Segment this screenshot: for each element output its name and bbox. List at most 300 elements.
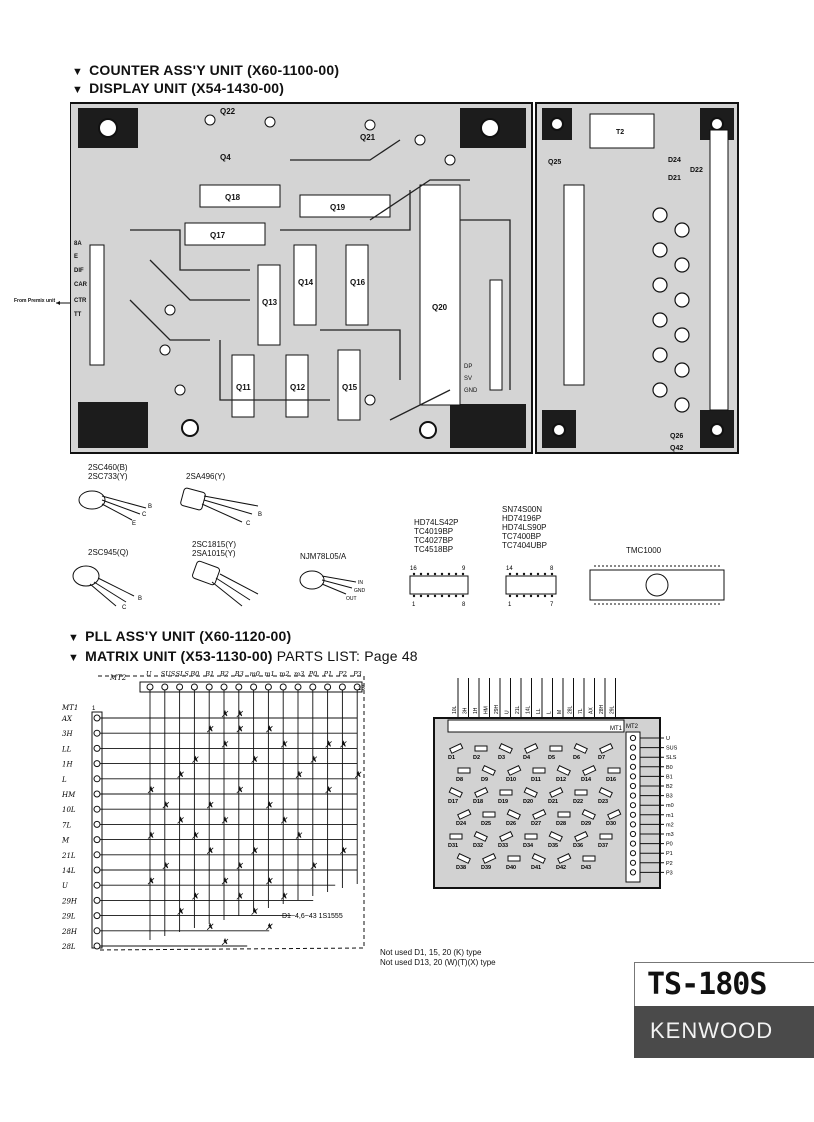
mt1-pin	[94, 821, 100, 827]
pll-top-label: LL	[536, 708, 542, 714]
mt1-pin	[94, 761, 100, 767]
mt2-pin	[221, 684, 227, 690]
label-q42: Q42	[670, 445, 684, 452]
matrix-diode	[340, 848, 346, 854]
pll-top-label: 7L	[578, 708, 584, 714]
pll-diode-label: D35	[548, 843, 559, 849]
matrix-diode	[266, 924, 272, 930]
regulator-outline	[296, 566, 376, 602]
pin-c: C	[122, 605, 127, 610]
pll-board-diagram	[420, 676, 690, 892]
mt2-pin	[325, 684, 331, 690]
matrix-diode	[207, 924, 213, 930]
mt1-pin	[94, 852, 100, 858]
counter-board-corner	[78, 402, 148, 448]
pll-diode-label: D39	[481, 865, 492, 871]
model-name: TS-180S	[647, 967, 767, 1002]
mt2-pin	[280, 684, 286, 690]
pll-diode-label: D42	[556, 865, 567, 871]
matrix-row-label: 1H	[62, 760, 73, 769]
pll-right-label: P1	[666, 851, 673, 858]
matrix-diode	[148, 833, 154, 839]
matrix-diode	[222, 741, 228, 747]
matrix-board-outline	[98, 676, 364, 950]
triangle-marker-icon: ▼	[68, 632, 80, 644]
pll-diode-body	[558, 812, 570, 817]
ic20-pin-dp: DP	[464, 364, 473, 370]
transistor-1-outline	[74, 486, 164, 526]
pll-right-label: SLS	[666, 755, 677, 762]
pll-diode-label: D11	[531, 777, 541, 783]
label-d22: D22	[690, 167, 703, 174]
pll-top-label: 1H	[473, 707, 479, 714]
matrix-diode	[296, 772, 302, 778]
pll-right-label: P2	[666, 860, 673, 867]
pll-right-label: m2	[666, 822, 674, 829]
mounting-hole	[420, 422, 436, 438]
label-q14: Q14	[298, 278, 314, 287]
mt1-pin	[94, 867, 100, 873]
matrix-col-label: P0	[308, 670, 318, 678]
pll-diode-label: D19	[498, 799, 509, 805]
pll-diode-label: D21	[548, 799, 559, 805]
mt1-pin	[94, 837, 100, 843]
matrix-diode	[222, 939, 228, 945]
ic16-pin16: 16	[410, 566, 417, 572]
pll-diode-body	[575, 790, 587, 795]
mt2-pin	[147, 684, 153, 690]
mt2-pad	[630, 745, 635, 750]
pll-diode-body	[608, 768, 620, 773]
mounting-hole	[182, 420, 198, 436]
pin-e: E	[74, 254, 79, 260]
matrix-diode	[178, 909, 184, 915]
matrix-diode	[207, 848, 213, 854]
transistor-3-outline	[68, 560, 158, 610]
mt2-pad	[630, 870, 635, 875]
pll-top-label: U	[504, 710, 511, 714]
matrix-diode	[281, 741, 287, 747]
matrix-mt2-label: MT2	[110, 674, 127, 682]
pll-diode-label: D14	[581, 777, 592, 783]
transistor-3-label: 2SC945(Q)	[88, 548, 129, 557]
ic16-pin8: 8	[462, 602, 466, 608]
mt2-pin	[177, 684, 183, 690]
pll-diode-label: D4	[523, 755, 531, 761]
label-q20: Q20	[432, 303, 448, 312]
counter-display-pcb-diagram	[70, 100, 740, 456]
matrix-diode	[326, 741, 332, 747]
pll-top-label: 14L	[525, 705, 532, 714]
matrix-diode-note: D1~4,6~43 1S1555	[282, 913, 343, 920]
regulator-label: NJM78L05/A	[300, 552, 347, 561]
mt1-header	[448, 720, 624, 732]
ic14-pin7: 7	[550, 602, 554, 608]
pll-top-label: HM	[483, 706, 490, 714]
matrix-col-label: B3	[234, 670, 244, 678]
pin-b: B	[258, 512, 263, 518]
transistor-2-outline	[176, 486, 268, 526]
pll-diode-body	[525, 834, 537, 839]
mt1-pin	[94, 791, 100, 797]
mounting-hole	[553, 424, 565, 436]
note-1: Not used D1, 15, 20 (K) type	[380, 948, 482, 957]
label-q22: Q22	[220, 107, 236, 116]
mt2-pad	[630, 822, 635, 827]
matrix-diode	[207, 726, 213, 732]
mt2-pin	[191, 684, 197, 690]
parts-list-ref: PARTS LIST: Page 48	[276, 648, 418, 664]
pll-top-label: 29H	[494, 704, 500, 714]
pll-top-label: L	[546, 711, 553, 714]
label-q4: Q4	[220, 153, 231, 162]
matrix-diode	[163, 802, 169, 808]
tmc1000-label: TMC1000	[626, 546, 662, 555]
pll-diode-label: D22	[573, 799, 584, 805]
pll-heading: ▼ PLL ASS'Y UNIT (X60-1120-00)	[68, 628, 292, 644]
ic14-pin14: 14	[506, 566, 513, 572]
matrix-row-label: U	[62, 882, 68, 891]
ic16-pin1: 1	[412, 602, 416, 608]
triangle-marker-icon: ▼	[72, 66, 84, 78]
label-t2: T2	[616, 129, 625, 136]
mt2-pad	[630, 803, 635, 808]
pin-e: E	[132, 521, 137, 526]
pll-diode-body	[458, 768, 470, 773]
mt1-pin	[94, 928, 100, 934]
label-q12: Q12	[290, 383, 306, 392]
pll-diode-label: D33	[498, 843, 509, 849]
mounting-hole	[99, 119, 117, 137]
pll-diode-label: D1	[448, 755, 456, 761]
pll-diode-label: D3	[498, 755, 506, 761]
mt1-pin	[94, 897, 100, 903]
from-premix-arrow-icon	[56, 300, 72, 306]
from-premix-label: From Premix unit	[14, 298, 56, 304]
mt2-pad	[630, 841, 635, 846]
pin-car: CAR	[74, 282, 87, 288]
pll-diode-label: D24	[456, 821, 467, 827]
matrix-diode	[192, 757, 198, 763]
transistor-4-outline	[188, 560, 268, 610]
ic-q20	[420, 185, 460, 405]
ic20-pin-gnd: GND	[464, 388, 478, 394]
pll-diode-label: D32	[473, 843, 484, 849]
matrix-diode	[163, 863, 169, 869]
pll-right-label: P0	[666, 841, 673, 848]
transistor-1-label: 2SC460(B) 2SC733(Y)	[88, 463, 128, 481]
matrix-diode	[252, 848, 258, 854]
ic14-outline	[500, 562, 564, 610]
mounting-hole	[711, 424, 723, 436]
matrix-diode	[148, 787, 154, 793]
label-q25: Q25	[548, 159, 562, 166]
label-d24: D24	[668, 157, 681, 164]
pll-diode-label: D38	[456, 865, 467, 871]
reg-pin-gnd: GND	[354, 588, 366, 594]
matrix-diode	[311, 863, 317, 869]
matrix-diode	[355, 772, 361, 778]
matrix-row-label: 10L	[62, 806, 76, 815]
matrix-row-label: HM	[62, 791, 76, 799]
display-edge-connector	[710, 130, 728, 410]
pll-diode-label: D27	[531, 821, 542, 827]
mt1-pin	[94, 806, 100, 812]
pll-diode-label: D17	[448, 799, 459, 805]
pll-right-label: P3	[666, 870, 673, 877]
ic20-pin-sv: SV	[464, 376, 473, 382]
pll-diode-body	[483, 812, 495, 817]
pll-right-label: m3	[666, 832, 674, 838]
ic16-pin9: 9	[462, 566, 466, 572]
pin-c: C	[142, 512, 147, 518]
pll-right-label: B0	[666, 764, 673, 771]
matrix-col-label: U	[146, 670, 152, 678]
pll-diode-label: D6	[573, 755, 581, 761]
pll-top-label: 10L	[452, 705, 458, 714]
brand-block	[634, 962, 814, 1058]
matrix-diode	[252, 909, 258, 915]
matrix-diode	[222, 878, 228, 884]
matrix-row-label: 29L	[62, 912, 76, 921]
matrix-diode	[237, 787, 243, 793]
pll-top-label: 29L	[609, 705, 616, 714]
reg-pin-out: OUT	[346, 596, 357, 602]
matrix-diode	[326, 787, 332, 793]
pll-diode-body	[450, 834, 462, 839]
pll-diode-body	[600, 834, 612, 839]
pin-b: B	[148, 504, 153, 510]
mt2-pad	[630, 831, 635, 836]
matrix-diode	[192, 833, 198, 839]
matrix-col-label: B1	[205, 670, 215, 678]
mt2-pin	[162, 684, 168, 690]
counter-heading: ▼ COUNTER ASS'Y UNIT (X60-1100-00)	[72, 62, 340, 78]
pll-mt2-label: MT2	[626, 724, 638, 730]
matrix-diode	[237, 863, 243, 869]
matrix-diode	[281, 817, 287, 823]
matrix-schematic	[58, 668, 382, 954]
pin-tt: TT	[74, 312, 82, 318]
mt2-pin	[265, 684, 271, 690]
pll-diode-label: D28	[556, 821, 567, 827]
transistor-4-label: 2SC1815(Y) 2SA1015(Y)	[192, 540, 237, 558]
matrix-diode	[296, 833, 302, 839]
matrix-row-label: 7L	[62, 821, 72, 830]
matrix-diode	[237, 726, 243, 732]
matrix-row-label: 29H	[62, 897, 78, 906]
pll-right-label: U	[666, 736, 670, 742]
matrix-diode	[222, 817, 228, 823]
matrix-row-label: 21L	[62, 851, 76, 860]
label-q13: Q13	[262, 298, 278, 307]
pll-diode-label: D40	[506, 865, 517, 871]
mt2-pad	[630, 774, 635, 779]
pll-diode-body	[583, 856, 595, 861]
mt1-pin	[94, 882, 100, 888]
pll-diode-body	[500, 790, 512, 795]
mt2-pad	[630, 764, 635, 769]
matrix-col-label: SUS	[160, 670, 176, 678]
mt2-pad	[630, 793, 635, 798]
pll-diode-label: D8	[456, 777, 464, 783]
matrix-mt1-label: MT1	[62, 704, 79, 712]
mt1-pin-1: 1	[92, 706, 96, 712]
pll-right-label: SUS	[666, 745, 678, 752]
label-q17: Q17	[210, 231, 226, 240]
mt1-pin	[94, 943, 100, 949]
display-connector	[564, 185, 584, 385]
mt2-pad	[630, 860, 635, 865]
pll-top-label: 21L	[515, 705, 521, 714]
mounting-hole	[711, 118, 723, 130]
mt2-pad	[630, 851, 635, 856]
pll-top-label: 28H	[599, 704, 605, 714]
brand-name: KENWOOD	[650, 1018, 774, 1043]
matrix-diode	[237, 893, 243, 899]
pll-diode-label: D2	[473, 755, 481, 761]
pll-top-label: 3H	[462, 707, 469, 714]
model-plate	[634, 962, 814, 1008]
transistor-2-label: 2SA496(Y)	[186, 472, 226, 481]
label-d21: D21	[668, 175, 681, 182]
matrix-heading: ▼ MATRIX UNIT (X53-1130-00) PARTS LIST: Page 48	[68, 648, 418, 664]
matrix-diode	[252, 757, 258, 763]
brand-plate	[634, 1006, 814, 1058]
mt2-pin	[339, 684, 345, 690]
reg-pin-in: IN	[358, 580, 363, 586]
mounting-hole	[481, 119, 499, 137]
mt2-pin	[310, 684, 316, 690]
triangle-marker-icon: ▼	[68, 652, 80, 664]
matrix-row-label: AX	[62, 715, 73, 723]
pll-diode-label: D25	[481, 821, 492, 827]
matrix-col-label: m1	[264, 670, 275, 678]
matrix-diode	[178, 817, 184, 823]
matrix-col-label: m2	[279, 670, 290, 678]
pll-diode-label: D10	[506, 777, 517, 783]
matrix-diode	[192, 893, 198, 899]
matrix-diode	[266, 726, 272, 732]
pll-diode-label: D5	[548, 755, 556, 761]
pll-diode-body	[475, 746, 487, 751]
ic14-pin1: 1	[508, 602, 512, 608]
pll-diode-label: D9	[481, 777, 489, 783]
mt2-pad	[630, 735, 635, 740]
mt2-pin	[251, 684, 257, 690]
matrix-row-label: 28L	[62, 943, 76, 951]
matrix-diode	[266, 878, 272, 884]
pin-ctr: CTR	[74, 298, 87, 304]
matrix-row-label: LL	[62, 745, 72, 754]
matrix-row-label: 28H	[62, 927, 78, 936]
pll-right-label: B1	[666, 774, 673, 781]
label-q15: Q15	[342, 383, 358, 392]
tmc1000-outline	[586, 560, 730, 608]
matrix-diode	[207, 802, 213, 808]
matrix-diode	[340, 741, 346, 747]
matrix-col-label: P3	[353, 670, 362, 678]
matrix-diode	[281, 893, 287, 899]
label-q16: Q16	[350, 278, 366, 287]
mt1-pin	[94, 745, 100, 751]
mt1-pin	[94, 730, 100, 736]
pll-diode-label: D43	[581, 865, 592, 871]
matrix-diode	[148, 878, 154, 884]
matrix-col-label: P1	[323, 670, 333, 678]
mt2-pad	[630, 755, 635, 760]
pll-diode-label: D16	[606, 777, 617, 783]
mt1-pin	[94, 715, 100, 721]
note-2: Not used D13, 20 (W)(T)(X) type	[380, 958, 496, 967]
pll-diode-label: D20	[523, 799, 534, 805]
pll-right-label: m0	[666, 803, 674, 810]
label-q19: Q19	[330, 203, 346, 212]
pll-top-label: M	[557, 709, 563, 714]
label-q11: Q11	[236, 383, 251, 392]
pll-top-label: AX	[588, 707, 595, 714]
pll-diode-label: D41	[531, 865, 542, 871]
matrix-col-label: B0	[190, 670, 200, 678]
mt2-pad	[630, 812, 635, 817]
label-q26: Q26	[670, 433, 684, 440]
matrix-row-label: L	[62, 775, 67, 784]
counter-board-corner	[450, 404, 526, 448]
ic16-types-label: HD74LS42P TC4019BP TC4027BP TC4518BP	[414, 518, 459, 554]
matrix-col-label: SLS	[175, 670, 189, 678]
ic14-pin8: 8	[550, 566, 554, 572]
label-q21: Q21	[360, 133, 376, 142]
matrix-col-label: m0	[249, 670, 260, 678]
pll-diode-label: D29	[581, 821, 592, 827]
matrix-col-label: P2	[338, 670, 347, 678]
pll-right-label: B3	[666, 793, 673, 800]
pll-diode-body	[533, 768, 545, 773]
mt2-pad	[630, 783, 635, 788]
mt1-pin	[94, 776, 100, 782]
matrix-col-label: m3	[294, 670, 305, 678]
pin-8a: 8A	[74, 241, 82, 247]
triangle-marker-icon: ▼	[72, 84, 84, 96]
pll-diode-body	[508, 856, 520, 861]
pin-c: C	[246, 521, 251, 526]
pll-diode-label: D18	[473, 799, 484, 805]
ic16-outline	[404, 562, 478, 610]
pll-diode-label: D26	[506, 821, 517, 827]
pll-diode-label: D12	[556, 777, 567, 783]
pll-diode-label: D23	[598, 799, 609, 805]
pll-diode-label: D36	[573, 843, 584, 849]
mt1-pin	[94, 913, 100, 919]
matrix-diode	[178, 772, 184, 778]
pll-diode-label: D34	[523, 843, 534, 849]
mt2-pin	[236, 684, 242, 690]
matrix-diode	[311, 757, 317, 763]
mounting-hole	[551, 118, 563, 130]
pll-diode-label: D37	[598, 843, 609, 849]
label-q18: Q18	[225, 193, 241, 202]
pll-right-label: B2	[666, 784, 673, 790]
mt2-pin	[206, 684, 212, 690]
matrix-row-label: 14L	[62, 867, 76, 875]
pin-b: B	[138, 596, 143, 602]
pll-diode-label: D7	[598, 755, 606, 761]
pll-diode-label: D30	[606, 821, 617, 827]
ic14-types-label: SN74S00N HD74196P HD74LS90P TC7400BP TC7404UBP	[502, 505, 547, 550]
matrix-col-label: B2	[220, 670, 229, 678]
pll-top-label: 28L	[567, 705, 574, 714]
mt2-pin-15: 15	[358, 686, 365, 692]
